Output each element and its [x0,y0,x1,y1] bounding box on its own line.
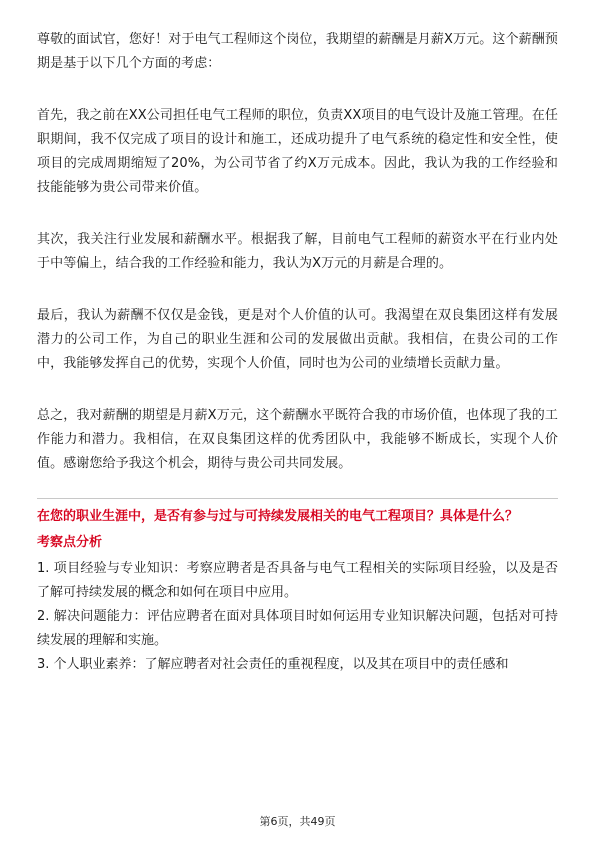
analysis-point-3: 3. 个人职业素养：了解应聘者对社会责任的重视程度，以及其在项目中的责任感和 [37,657,509,672]
paragraph-second: 其次，我关注行业发展和薪酬水平。根据我了解，目前电气工程师的薪资水平在行业内处于中等偏上，结合我的工作经验和能力，我认为X万元的月薪是合理的。 [37,232,558,271]
interview-question: 在您的职业生涯中，是否有参与过与可持续发展相关的电气工程项目？具体是什么？ [37,509,519,524]
paragraph-last: 最后，我认为薪酬不仅仅是金钱，更是对个人价值的认可。我渴望在双良集团这样有发展潜力的公司工作，为自己的职业生涯和公司的发展做出贡献。我相信，在贵公司的工作中，我能够发挥自己的优势，实现个人价值，同时也为公司的业绩增长贡献力量。 [37,308,558,371]
section-divider [37,498,558,499]
analysis-title: 考察点分析 [37,535,103,550]
paragraph-first: 首先，我之前在XX公司担任电气工程师的职位，负责XX项目的电气设计及施工管理。在任职期间，我不仅完成了项目的设计和施工，还成功提升了电气系统的稳定性和安全性，使项目的完成周期缩短了20%，为公司节省了约X万元成本。因此，我认为我的工作经验和技能能够为贵公司带来价值。 [37,108,558,195]
paragraph-intro: 尊敬的面试官，您好！对于电气工程师这个岗位，我期望的薪酬是月薪X万元。这个薪酬预期是基于以下几个方面的考虑： [37,32,558,71]
analysis-point-2: 2. 解决问题能力：评估应聘者在面对具体项目时如何运用专业知识解决问题，包括对可持续发展的理解和实施。 [37,609,558,648]
analysis-point-1: 1. 项目经验与专业知识：考察应聘者是否具备与电气工程相关的实际项目经验，以及是否了解可持续发展的概念和如何在项目中应用。 [37,561,558,600]
document-body [37,28,558,677]
paragraph-conclusion: 总之，我对薪酬的期望是月薪X万元，这个薪酬水平既符合我的市场价值，也体现了我的工作能力和潜力。我相信，在双良集团这样的优秀团队中，我能够不断成长，实现个人价值。感谢您给予我这个机会，期待与贵公司共同发展。 [37,408,558,471]
page-number: 第6页，共49页 [259,815,336,828]
